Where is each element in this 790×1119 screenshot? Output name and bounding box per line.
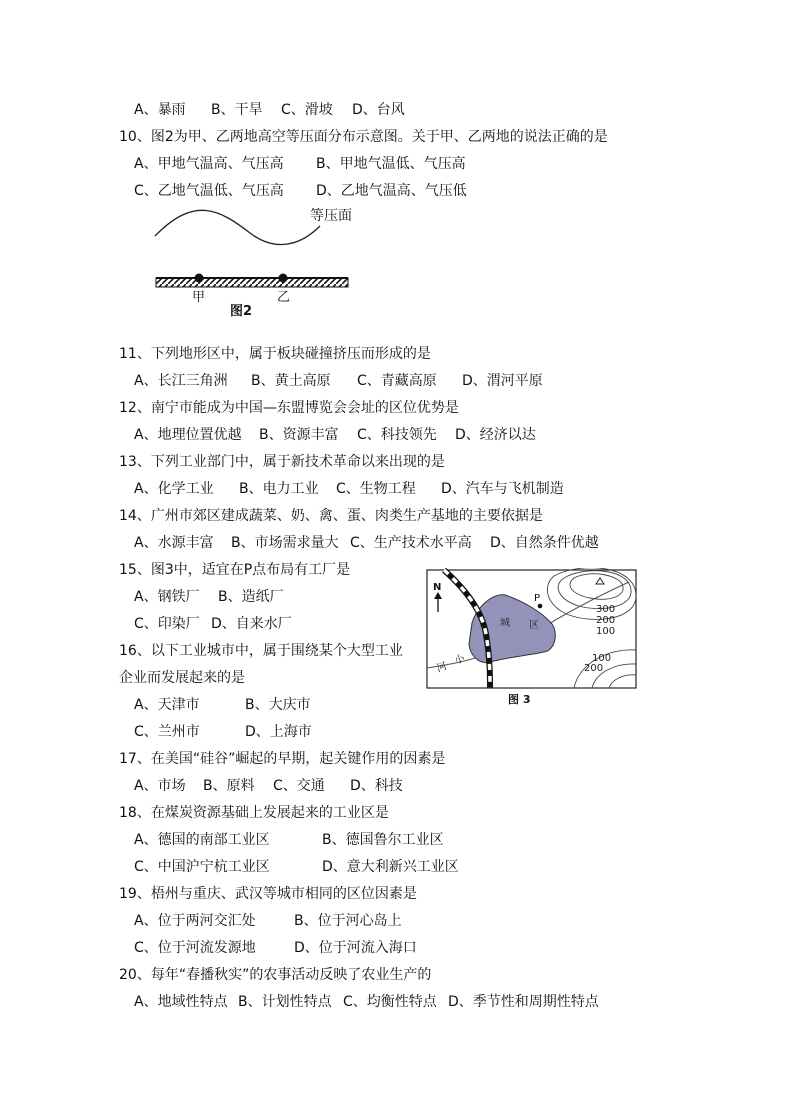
point-p-marker (538, 604, 543, 609)
q12-option-d: D、经济以达 (455, 427, 536, 443)
q12-stem: 12、南宁市能成为中国—东盟博览会会址的区位优势是 (119, 400, 459, 416)
q18-stem: 18、在煤炭资源基础上发展起来的工业区是 (119, 805, 389, 821)
q13-option-a: A、化学工业 (134, 481, 214, 497)
q16-option-c: C、兰州市 (134, 724, 200, 740)
q18-option-d: D、意大利新兴工业区 (322, 859, 459, 875)
q17-stem: 17、在美国“硅谷”崛起的早期，起关键作用的因素是 (119, 751, 446, 767)
q14-option-a: A、水源丰富 (134, 535, 214, 551)
q19-option-c: C、位于河流发源地 (134, 940, 256, 956)
contour-label-100: 100 (596, 626, 616, 637)
point-yi-label: 乙 (277, 290, 291, 305)
q14-option-d: D、自然条件优越 (490, 535, 599, 551)
point-yi-marker (279, 274, 288, 283)
q17-option-c: C、交通 (273, 778, 325, 794)
q11-stem: 11、下列地形区中，属于板块碰撞挤压而形成的是 (119, 346, 431, 362)
q15-option-c: C、印染厂 (134, 616, 200, 632)
q13-stem: 13、下列工业部门中，属于新技术革命以来出现的是 (119, 454, 445, 470)
figure-3-map (424, 568, 639, 708)
q14-option-c: C、生产技术水平高 (350, 535, 472, 551)
q15-option-a: A、钢铁厂 (134, 589, 200, 605)
q12-option-b: B、资源丰富 (259, 427, 339, 443)
contour-label-200-lower: 200 (584, 663, 604, 674)
river-label-2: 小 (453, 653, 467, 667)
q11-option-b: B、黄土高原 (251, 373, 331, 389)
q17-option-a: A、市场 (134, 778, 186, 794)
figure-2-caption: 图2 (230, 304, 253, 319)
q11-option-a: A、长江三角洲 (134, 373, 228, 389)
point-p-label: P (534, 593, 541, 604)
q19-option-d: D、位于河流入海口 (294, 940, 417, 956)
city-label-2: 区 (529, 620, 539, 631)
q17-option-d: D、科技 (350, 778, 403, 794)
q12-option-c: C、科技领先 (357, 427, 437, 443)
q19-option-a: A、位于两河交汇处 (134, 913, 256, 929)
figure-2 (150, 200, 370, 325)
q9-option-d: D、台风 (352, 102, 405, 118)
q20-stem: 20、每年“春播秋实”的农事活动反映了农业生产的 (119, 967, 432, 983)
q10-stem: 10、图2为甲、乙两地高空等压面分布示意图。关于甲、乙两地的说法正确的是 (119, 129, 608, 145)
q9-option-c: C、滑坡 (281, 102, 333, 118)
q20-option-c: C、均衡性特点 (343, 994, 437, 1010)
river-label-1: 河 (435, 661, 449, 675)
q20-option-d: D、季节性和周期性特点 (448, 994, 599, 1010)
q16-option-d: D、上海市 (245, 724, 312, 740)
q13-option-b: B、电力工业 (239, 481, 319, 497)
q16-stem-line-2: 企业而发展起来的是 (119, 670, 245, 686)
q10-option-a: A、甲地气温高、气压高 (134, 156, 284, 172)
q16-option-a: A、天津市 (134, 697, 200, 713)
point-jia-marker (195, 274, 204, 283)
q15-option-d: D、自来水厂 (211, 616, 292, 632)
q18-option-b: B、德国鲁尔工业区 (322, 832, 444, 848)
q11-option-d: D、渭河平原 (462, 373, 543, 389)
q16-option-b: B、大庆市 (245, 697, 311, 713)
q14-option-b: B、市场需求量大 (231, 535, 339, 551)
q16-stem-line-1: 16、以下工业城市中，属于围绕某个大型工业 (119, 643, 403, 659)
q10-option-b: B、甲地气温低、气压高 (316, 156, 466, 172)
q15-stem: 15、图3中，适宜在P点布局有工厂是 (119, 562, 351, 578)
q10-option-c: C、乙地气温低、气压高 (134, 183, 284, 199)
q12-option-a: A、地理位置优越 (134, 427, 242, 443)
q9-option-a: A、暴雨 (134, 102, 186, 118)
north-label: N (433, 582, 442, 593)
point-jia-label: 甲 (192, 290, 206, 305)
q18-option-c: C、中国沪宁杭工业区 (134, 859, 270, 875)
q13-option-c: C、生物工程 (336, 481, 416, 497)
contour-label-200: 200 (596, 615, 616, 626)
contour-label-100-lower: 100 (592, 653, 612, 664)
isobaric-surface-label: 等压面 (310, 208, 352, 224)
q19-option-b: B、位于河心岛上 (294, 913, 402, 929)
q17-option-b: B、原料 (203, 778, 255, 794)
q20-option-a: A、地域性特点 (134, 994, 228, 1010)
q10-option-d: D、乙地气温高、气压低 (316, 183, 467, 199)
q13-option-d: D、汽车与飞机制造 (441, 481, 564, 497)
q14-stem: 14、广州市郊区建成蔬菜、奶、禽、蛋、肉类生产基地的主要依据是 (119, 508, 543, 524)
q9-option-b: B、干旱 (211, 102, 263, 118)
q15-option-b: B、造纸厂 (218, 589, 284, 605)
city-label-1: 城 (500, 618, 510, 629)
q11-option-c: C、青藏高原 (357, 373, 437, 389)
contour-label-300: 300 (596, 604, 616, 615)
figure-3-caption: 图 3 (508, 693, 531, 706)
q20-option-b: B、计划性特点 (238, 994, 332, 1010)
q18-option-a: A、德国的南部工业区 (134, 832, 270, 848)
q19-stem: 19、梧州与重庆、武汉等城市相同的区位因素是 (119, 886, 417, 902)
